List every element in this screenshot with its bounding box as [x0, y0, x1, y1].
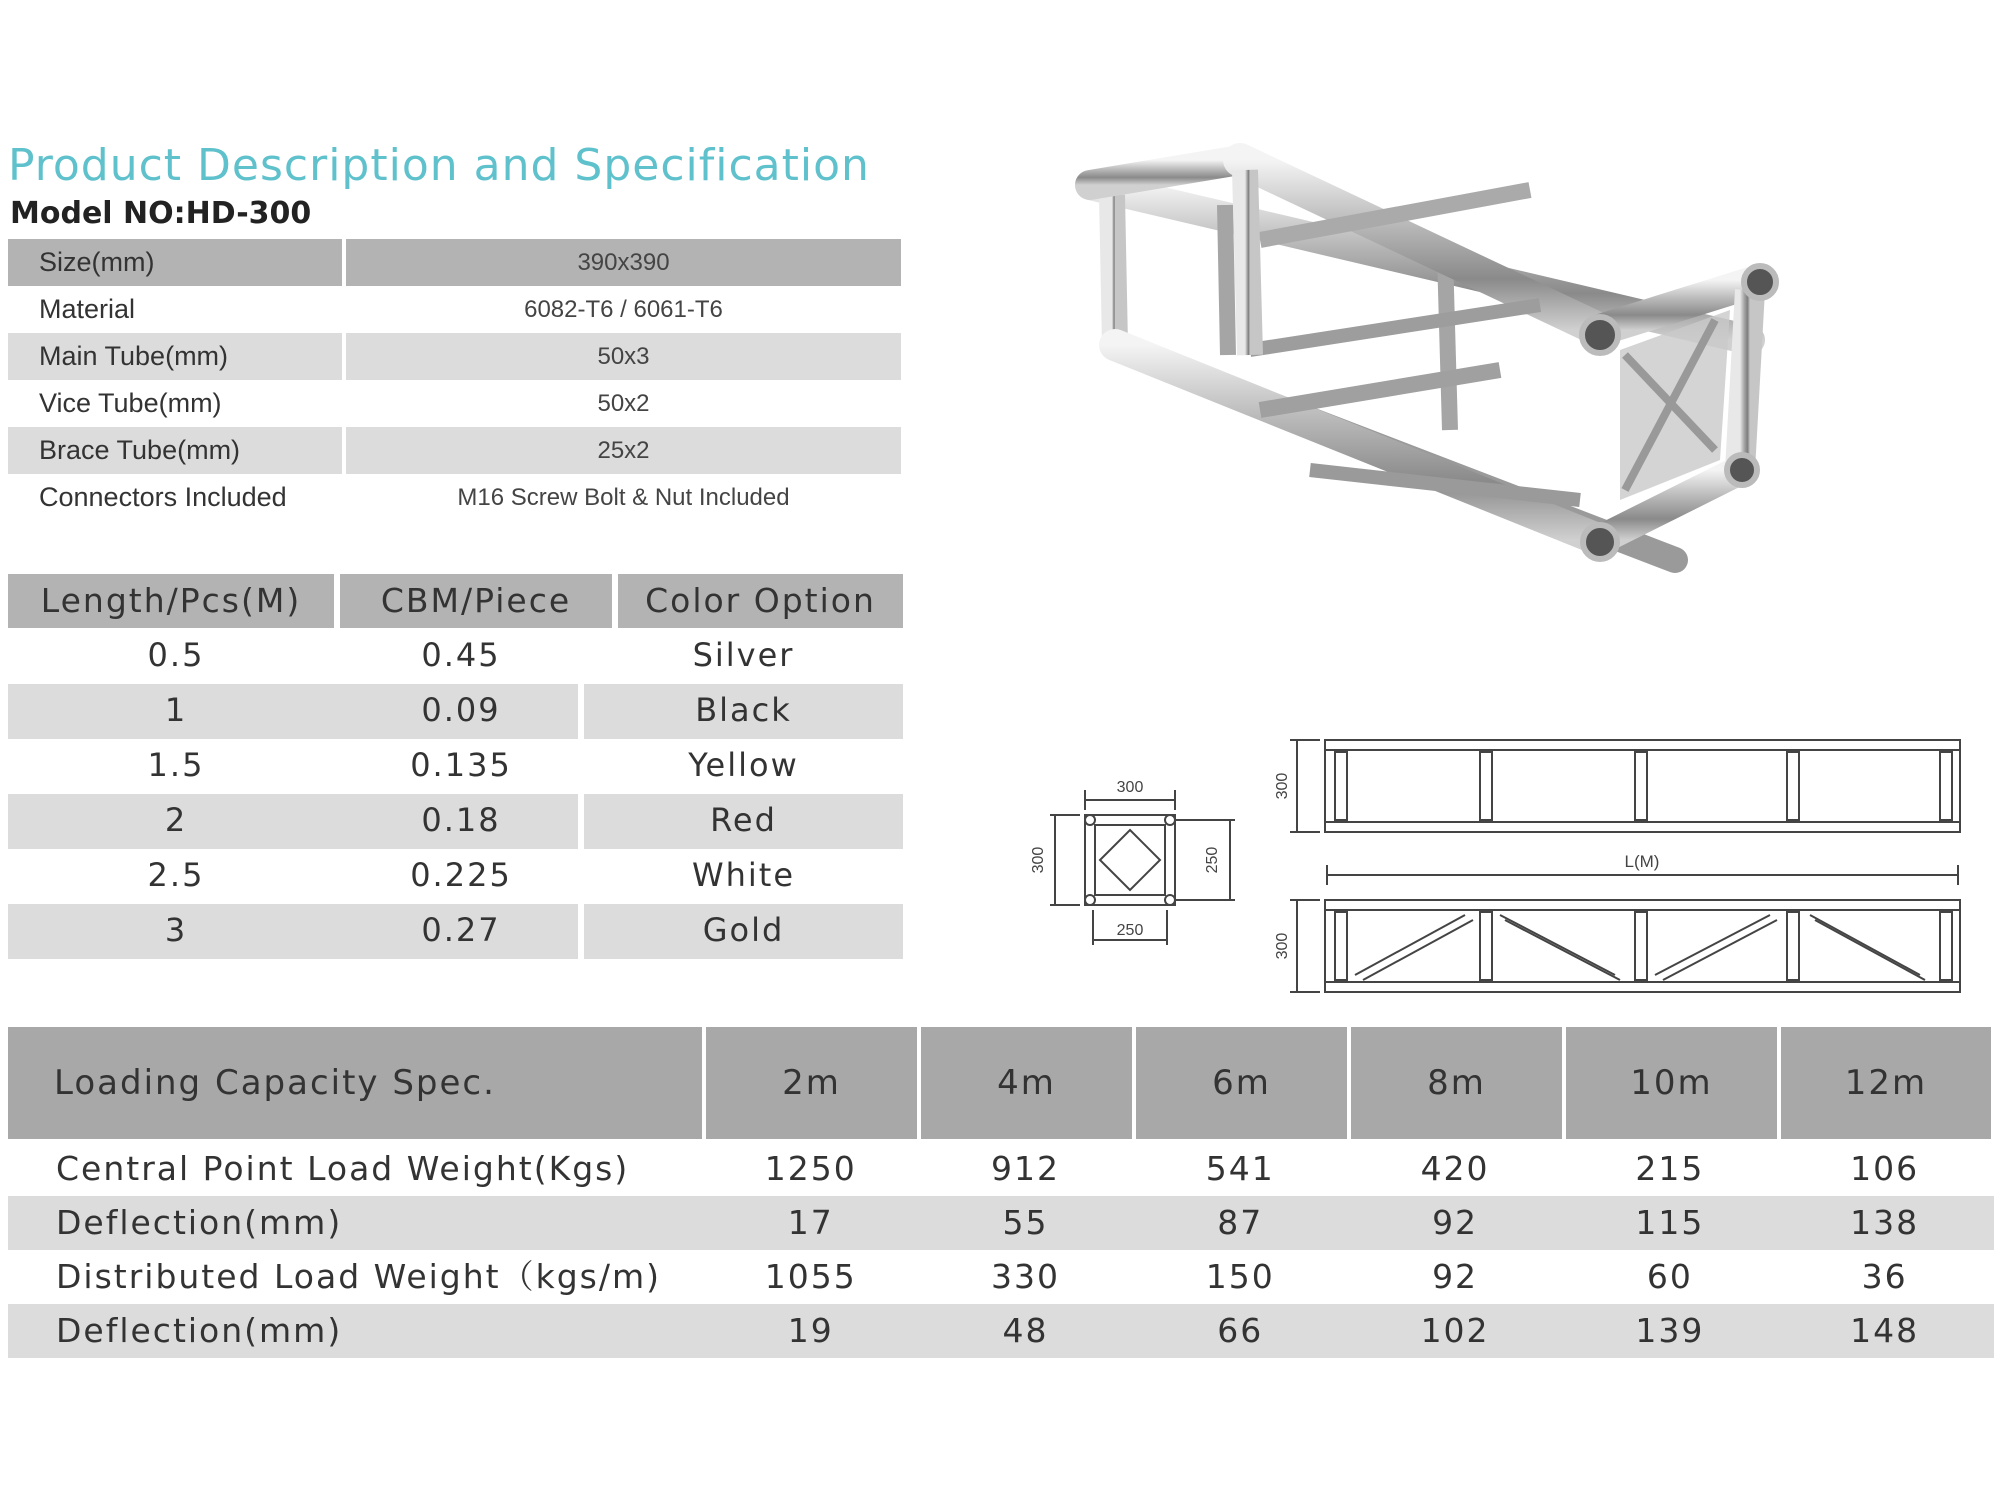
table-cell: 0.45 — [421, 636, 501, 674]
column-header: 8m — [1351, 1027, 1562, 1139]
table-cell: 66 — [1217, 1311, 1264, 1350]
spec-label: Size(mm) — [8, 239, 342, 286]
table-cell: 215 — [1635, 1149, 1705, 1188]
table-cell: 541 — [1205, 1149, 1275, 1188]
table-cell: 150 — [1205, 1257, 1275, 1296]
page-title: Product Description and Specification — [8, 140, 870, 191]
table-row — [8, 333, 901, 380]
spec-label: Connectors Included — [39, 482, 287, 512]
table-cell: 0.09 — [344, 684, 578, 739]
table-cell: 0.5 — [147, 636, 205, 674]
column-header: 12m — [1781, 1027, 1991, 1139]
spec-table — [8, 239, 901, 521]
model-label: Model NO — [10, 196, 174, 231]
table-cell: 60 — [1646, 1257, 1693, 1296]
table-cell: 106 — [1850, 1149, 1920, 1188]
table-cell: 330 — [991, 1257, 1060, 1296]
table-cell: 48 — [1002, 1311, 1049, 1350]
spec-value: 6082-T6 / 6061-T6 — [524, 296, 723, 323]
table-cell: White — [691, 856, 796, 894]
table-cell: 0.27 — [344, 904, 578, 959]
dimension-label: 300 — [1274, 932, 1291, 960]
table-cell: 912 — [991, 1149, 1060, 1188]
column-header: Length/Pcs(M) — [8, 574, 334, 628]
table-cell: Black — [584, 684, 903, 739]
table-row — [8, 380, 901, 427]
column-header: 10m — [1566, 1027, 1777, 1139]
table-cell: 0.225 — [410, 856, 512, 894]
table-cell: 148 — [1850, 1311, 1920, 1350]
row-label: Deflection(mm) — [56, 1311, 343, 1350]
table-row — [8, 794, 903, 849]
table-row — [8, 1250, 1994, 1304]
truss-product-image — [1060, 140, 1820, 730]
table-cell: 138 — [1850, 1203, 1920, 1242]
table-row — [8, 286, 901, 333]
table-row — [8, 904, 903, 959]
table-row — [8, 1304, 1994, 1358]
model-number — [10, 196, 311, 231]
table-cell: Yellow — [688, 746, 799, 784]
truss-technical-drawing — [1025, 730, 1975, 1005]
spec-label: Main Tube(mm) — [8, 333, 342, 380]
spec-value: M16 Screw Bolt & Nut Included — [457, 484, 790, 511]
table-header-row — [8, 574, 903, 628]
table-cell: 36 — [1861, 1257, 1908, 1296]
table-row — [8, 474, 901, 521]
spec-label: Material — [39, 294, 136, 324]
column-header: CBM/Piece — [340, 574, 612, 628]
table-cell: 102 — [1420, 1311, 1490, 1350]
table-cell: 0.18 — [344, 794, 578, 849]
table-row — [8, 849, 903, 904]
table-cell: Gold — [584, 904, 903, 959]
table-cell: 0.135 — [410, 746, 512, 784]
table-cell: 3 — [8, 904, 344, 959]
spec-value: 50x3 — [346, 333, 901, 380]
dimension-label: 250 — [1204, 846, 1221, 874]
table-cell: 92 — [1432, 1203, 1479, 1242]
table-row — [8, 239, 901, 286]
table-row — [8, 739, 903, 794]
table-cell: 19 — [787, 1311, 834, 1350]
column-header: Loading Capacity Spec. — [8, 1027, 702, 1139]
table-cell: Silver — [692, 636, 795, 674]
table-cell: 2.5 — [147, 856, 205, 894]
table-cell: 2 — [8, 794, 344, 849]
table-row — [8, 1196, 1994, 1250]
row-label: Deflection(mm) — [56, 1203, 343, 1242]
spec-label: Brace Tube(mm) — [8, 427, 342, 474]
row-label: Distributed Load Weight（kgs/m) — [56, 1257, 661, 1296]
column-header: 4m — [921, 1027, 1132, 1139]
table-cell: 87 — [1217, 1203, 1264, 1242]
table-row — [8, 1142, 1994, 1196]
dimension-label: 300 — [1030, 846, 1047, 874]
length-dimension-label: L(M) — [1624, 852, 1660, 871]
table-cell: 115 — [1635, 1203, 1705, 1242]
dimension-label: 300 — [1116, 779, 1144, 796]
spec-value: 25x2 — [346, 427, 901, 474]
table-cell: 1250 — [764, 1149, 857, 1188]
spec-value: 390x390 — [346, 239, 901, 286]
table-row — [8, 427, 901, 474]
table-header-row — [8, 1027, 1994, 1139]
table-cell: 1 — [8, 684, 344, 739]
table-cell: 420 — [1420, 1149, 1490, 1188]
dimension-label: 250 — [1116, 922, 1144, 939]
length-table — [8, 574, 903, 959]
loading-capacity-table — [8, 1027, 1994, 1358]
table-cell: 1055 — [764, 1257, 857, 1296]
spec-label: Vice Tube(mm) — [39, 388, 222, 418]
table-cell: 1.5 — [147, 746, 205, 784]
spec-value: 50x2 — [597, 390, 650, 417]
table-row — [8, 684, 903, 739]
column-header: 6m — [1136, 1027, 1347, 1139]
table-cell: 55 — [1002, 1203, 1049, 1242]
column-header: Color Option — [618, 574, 903, 628]
model-separator: : — [173, 196, 186, 231]
row-label: Central Point Load Weight(Kgs) — [56, 1149, 630, 1188]
table-cell: 92 — [1432, 1257, 1479, 1296]
model-value: HD-300 — [185, 196, 312, 231]
table-row — [8, 629, 903, 684]
table-cell: 139 — [1635, 1311, 1705, 1350]
dimension-label: 300 — [1274, 772, 1291, 800]
column-header: 2m — [706, 1027, 917, 1139]
table-cell: Red — [584, 794, 903, 849]
table-cell: 17 — [787, 1203, 834, 1242]
